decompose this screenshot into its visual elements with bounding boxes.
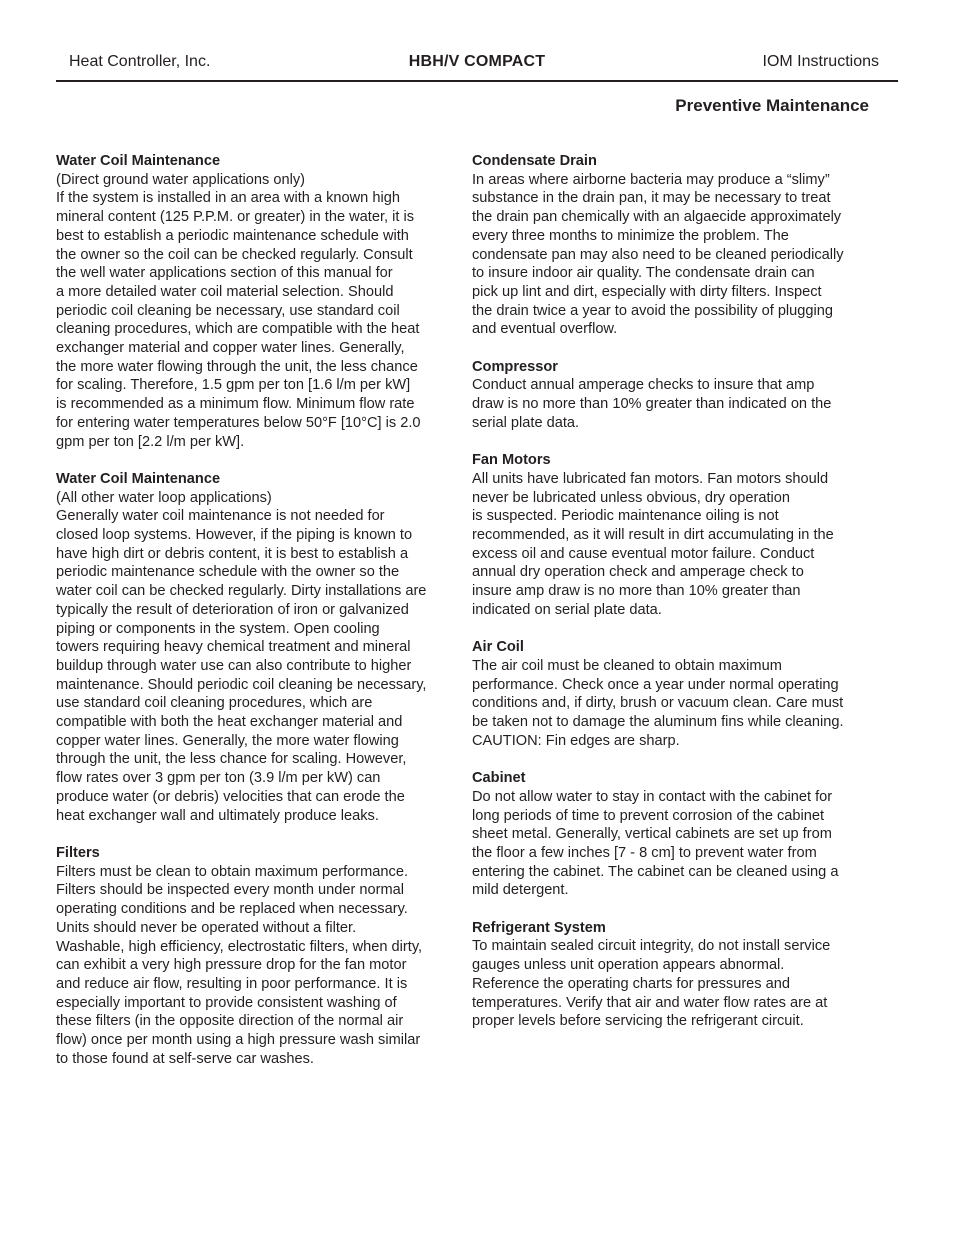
compressor-body: Conduct annual amperage checks to insure that amp draw is no more than 10% greater than indicated on the serial plate data.: [472, 377, 832, 431]
page-header: [56, 50, 898, 82]
water-coil-loop-heading: Water Coil Maintenance: [56, 470, 221, 487]
left-column: [56, 152, 456, 1087]
compressor-section: [472, 358, 872, 433]
product-name: HBH/V COMPACT: [408, 53, 546, 70]
air-coil-section: [472, 638, 872, 750]
condensate-drain-body: In areas where airborne bacteria may produce a “slimy” substance in the drain pan, it may be necessary to treat the drain pan chemically with an algaecide approximately every three months to minimize the problem. The condensate pan may also need to be cleaned periodically to insure indoor air quality. The condensate drain can pick up lint and dirt, especially with dirty filters. Inspect the drain twice a year to avoid the possibility of plugging and eventual overflow.: [472, 171, 844, 338]
company-name: Heat Controller, Inc.: [69, 53, 211, 70]
condensate-drain-heading: Condensate Drain: [472, 153, 597, 169]
right-column: [472, 152, 872, 1050]
water-coil-direct-heading: Water Coil Maintenance: [56, 153, 221, 169]
fan-motors-body: All units have lubricated fan motors. Fan motors should never be lubricated unless obvious, dry operation is suspected. Periodic maintenance oiling is not recommended, as it will result in dirt accumulating in the excess oil and cause eventual motor failure. Conduct annual dry operation check and amperage check to insure amp draw is no more than 10% greater than indicated on serial plate data.: [472, 470, 834, 618]
water-coil-loop-section: [56, 470, 456, 825]
refrigerant-system-heading: Refrigerant System: [472, 919, 606, 936]
water-coil-direct-body: (Direct ground water applications only) If the system is installed in an area with a known high mineral content (125 P.P.M. or greater) in the water, it is best to establish a periodic maintenance schedule with the owner so the coil can be checked regularly. Consult the well water applications section of this manual for a more detailed water coil material selection. Should periodic coil cleaning be necessary, use standard coil cleaning procedures, which are compatible with the heat exchanger material and copper water lines. Generally, the more water flowing through the unit, the less chance for scaling. Therefore, 1.5 gpm per ton [1.6 l/m per kW] is recommended as a minimum flow. Minimum flow rate for entering water temperatures below 50°F [10°C] is 2.0 gpm per ton [2.2 l/m per kW].: [56, 171, 421, 450]
filters-body-washable: Washable, high efficiency, electrostatic filters, when dirty, can exhibit a very high pressure drop for the fan motor and reduce air flow, resulting in poor performance. It is especially important to provide consistent washing of these filters (in the opposite direction of the normal air flow) once per month using a high pressure wash similar to those found at self-serve car washes.: [56, 938, 423, 1067]
fan-motors-section: [472, 451, 872, 619]
cabinet-body: Do not allow water to stay in contact with the cabinet for long periods of time to prevent corrosion of the cabinet sheet metal. Generally, vertical cabinets are set up from the floor a few inches [7 - 8 cm] to prevent water from entering the cabinet. The cabinet can be cleaned using a mild detergent.: [472, 788, 839, 899]
section-title: Preventive Maintenance: [675, 96, 869, 115]
document-type: IOM Instructions: [762, 53, 879, 70]
filters-section: [56, 844, 456, 1068]
air-coil-heading: Air Coil: [472, 639, 524, 656]
water-coil-loop-body: (All other water loop applications) Generally water coil maintenance is not needed for closed loop systems. However, if the piping is known to have high dirt or debris content, it is best to establish a periodic maintenance schedule with the owner so the water coil can be checked regularly. Dirty installations are typically the result of deterioration of iron or galvanized piping or components in the system. Open cooling towers requiring heavy chemical treatment and mineral buildup through water use can also contribute to higher maintenance. Should periodic coil cleaning be necessary, use standard coil cleaning procedures, which are compatible with both the heat exchanger material and copper water lines. Generally, the more water flowing through the unit, the less chance for scaling. However, flow rates over 3 gpm per ton (3.9 l/m per kW) can produce water (or debris) velocities that can erode the heat exchanger wall and ultimately produce leaks.: [56, 489, 427, 824]
refrigerant-system-body: To maintain sealed circuit integrity, do not install service gauges unless unit operation appears abnormal. Reference the operating charts for pressures and temperatures. Verify that air and water flow rates are at proper levels before servicing the refrigerant circuit.: [472, 938, 831, 1030]
refrigerant-system-section: [472, 919, 872, 1031]
compressor-heading: Compressor: [472, 358, 558, 375]
fan-motors-heading: Fan Motors: [472, 452, 551, 469]
cabinet-heading: Cabinet: [472, 770, 526, 787]
air-coil-body: The air coil must be cleaned to obtain maximum performance. Check once a year under normal operating conditions and, if dirty, brush or vacuum clean. Care must be taken not to damage the aluminum fins while cleaning. CAUTION: Fin edges are sharp.: [472, 657, 844, 749]
filters-body: Filters must be clean to obtain maximum performance. Filters should be inspected every month under normal operating conditions and be replaced when necessary. Units should never be operated without a filter.: [56, 863, 409, 936]
filters-heading: Filters: [56, 844, 100, 861]
cabinet-section: [472, 769, 872, 900]
water-coil-direct-section: [56, 152, 456, 451]
condensate-drain-section: [472, 152, 872, 339]
